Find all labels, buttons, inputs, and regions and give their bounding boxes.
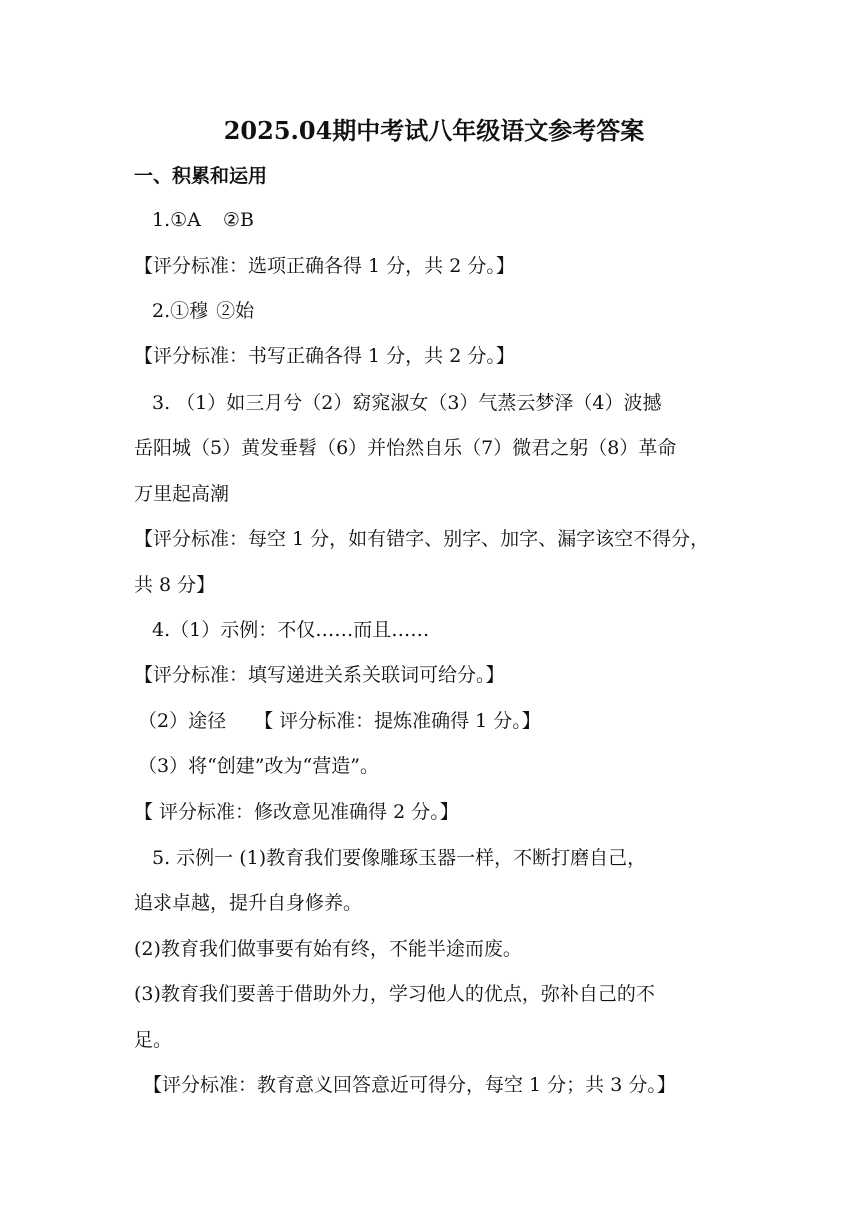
q5-line-4: (3)教育我们要善于借助外力，学习他人的优点，弥补自己的不 (134, 983, 655, 1005)
q2-number: 2. (152, 300, 171, 322)
q1-rubric: 【评分标准：选项正确各得 1 分，共 2 分。】 (134, 255, 515, 277)
q3-line-1: 3. （1）如三月兮（2）窈窕淑女（3）气蒸云梦泽（4）波撼 (152, 392, 662, 414)
q2-option-a: ①穆 (170, 300, 209, 322)
q2-answer (152, 299, 254, 323)
q5-line-5: 足。 (134, 1029, 173, 1051)
q1-answer (152, 208, 254, 232)
q1-number: 1. (152, 209, 171, 231)
q4-part-1-rubric: 【评分标准：填写递进关系关联词可给分。】 (134, 664, 505, 686)
q3-line-2: 岳阳城（5）黄发垂髫（6）并怡然自乐（7）微君之躬（8）革命 (134, 437, 677, 459)
page-title: 2025.04期中考试八年级语文参考答案 (223, 116, 645, 145)
q1-option-a: ①A (170, 209, 201, 231)
q2-rubric: 【评分标准：书写正确各得 1 分，共 2 分。】 (134, 345, 515, 367)
q4-part-3: （3）将“创建”改为“营造”。 (138, 755, 379, 777)
q3-rubric-line-2: 共 8 分】 (134, 574, 216, 596)
q4-part-2-rubric: 【 评分标准：提炼准确得 1 分。】 (254, 710, 541, 732)
q2-option-b: ②始 (216, 300, 255, 322)
q5-line-3: (2)教育我们做事要有始有终，不能半途而废。 (134, 938, 522, 960)
q5-rubric: 【评分标准：教育意义回答意近可得分，每空 1 分；共 3 分。】 (143, 1074, 676, 1096)
q4-part-1: 4.（1）示例：不仅……而且…… (152, 619, 430, 641)
q5-line-2: 追求卓越，提升自身修养。 (134, 892, 363, 914)
q5-line-1: 5. 示例一 (1)教育我们要像雕琢玉器一样，不断打磨自己， (152, 847, 647, 869)
q1-option-b: ②B (222, 209, 254, 231)
section-heading: 一、积累和运用 (134, 165, 268, 187)
q4-part-3-rubric: 【 评分标准：修改意见准确得 2 分。】 (134, 801, 459, 823)
q3-line-3: 万里起高潮 (134, 483, 230, 505)
q3-rubric-line-1: 【评分标准：每空 1 分，如有错字、别字、加字、漏字该空不得分， (134, 528, 710, 550)
q4-part-2 (138, 709, 541, 733)
q4-part-2-answer: （2）途径 (138, 710, 227, 732)
